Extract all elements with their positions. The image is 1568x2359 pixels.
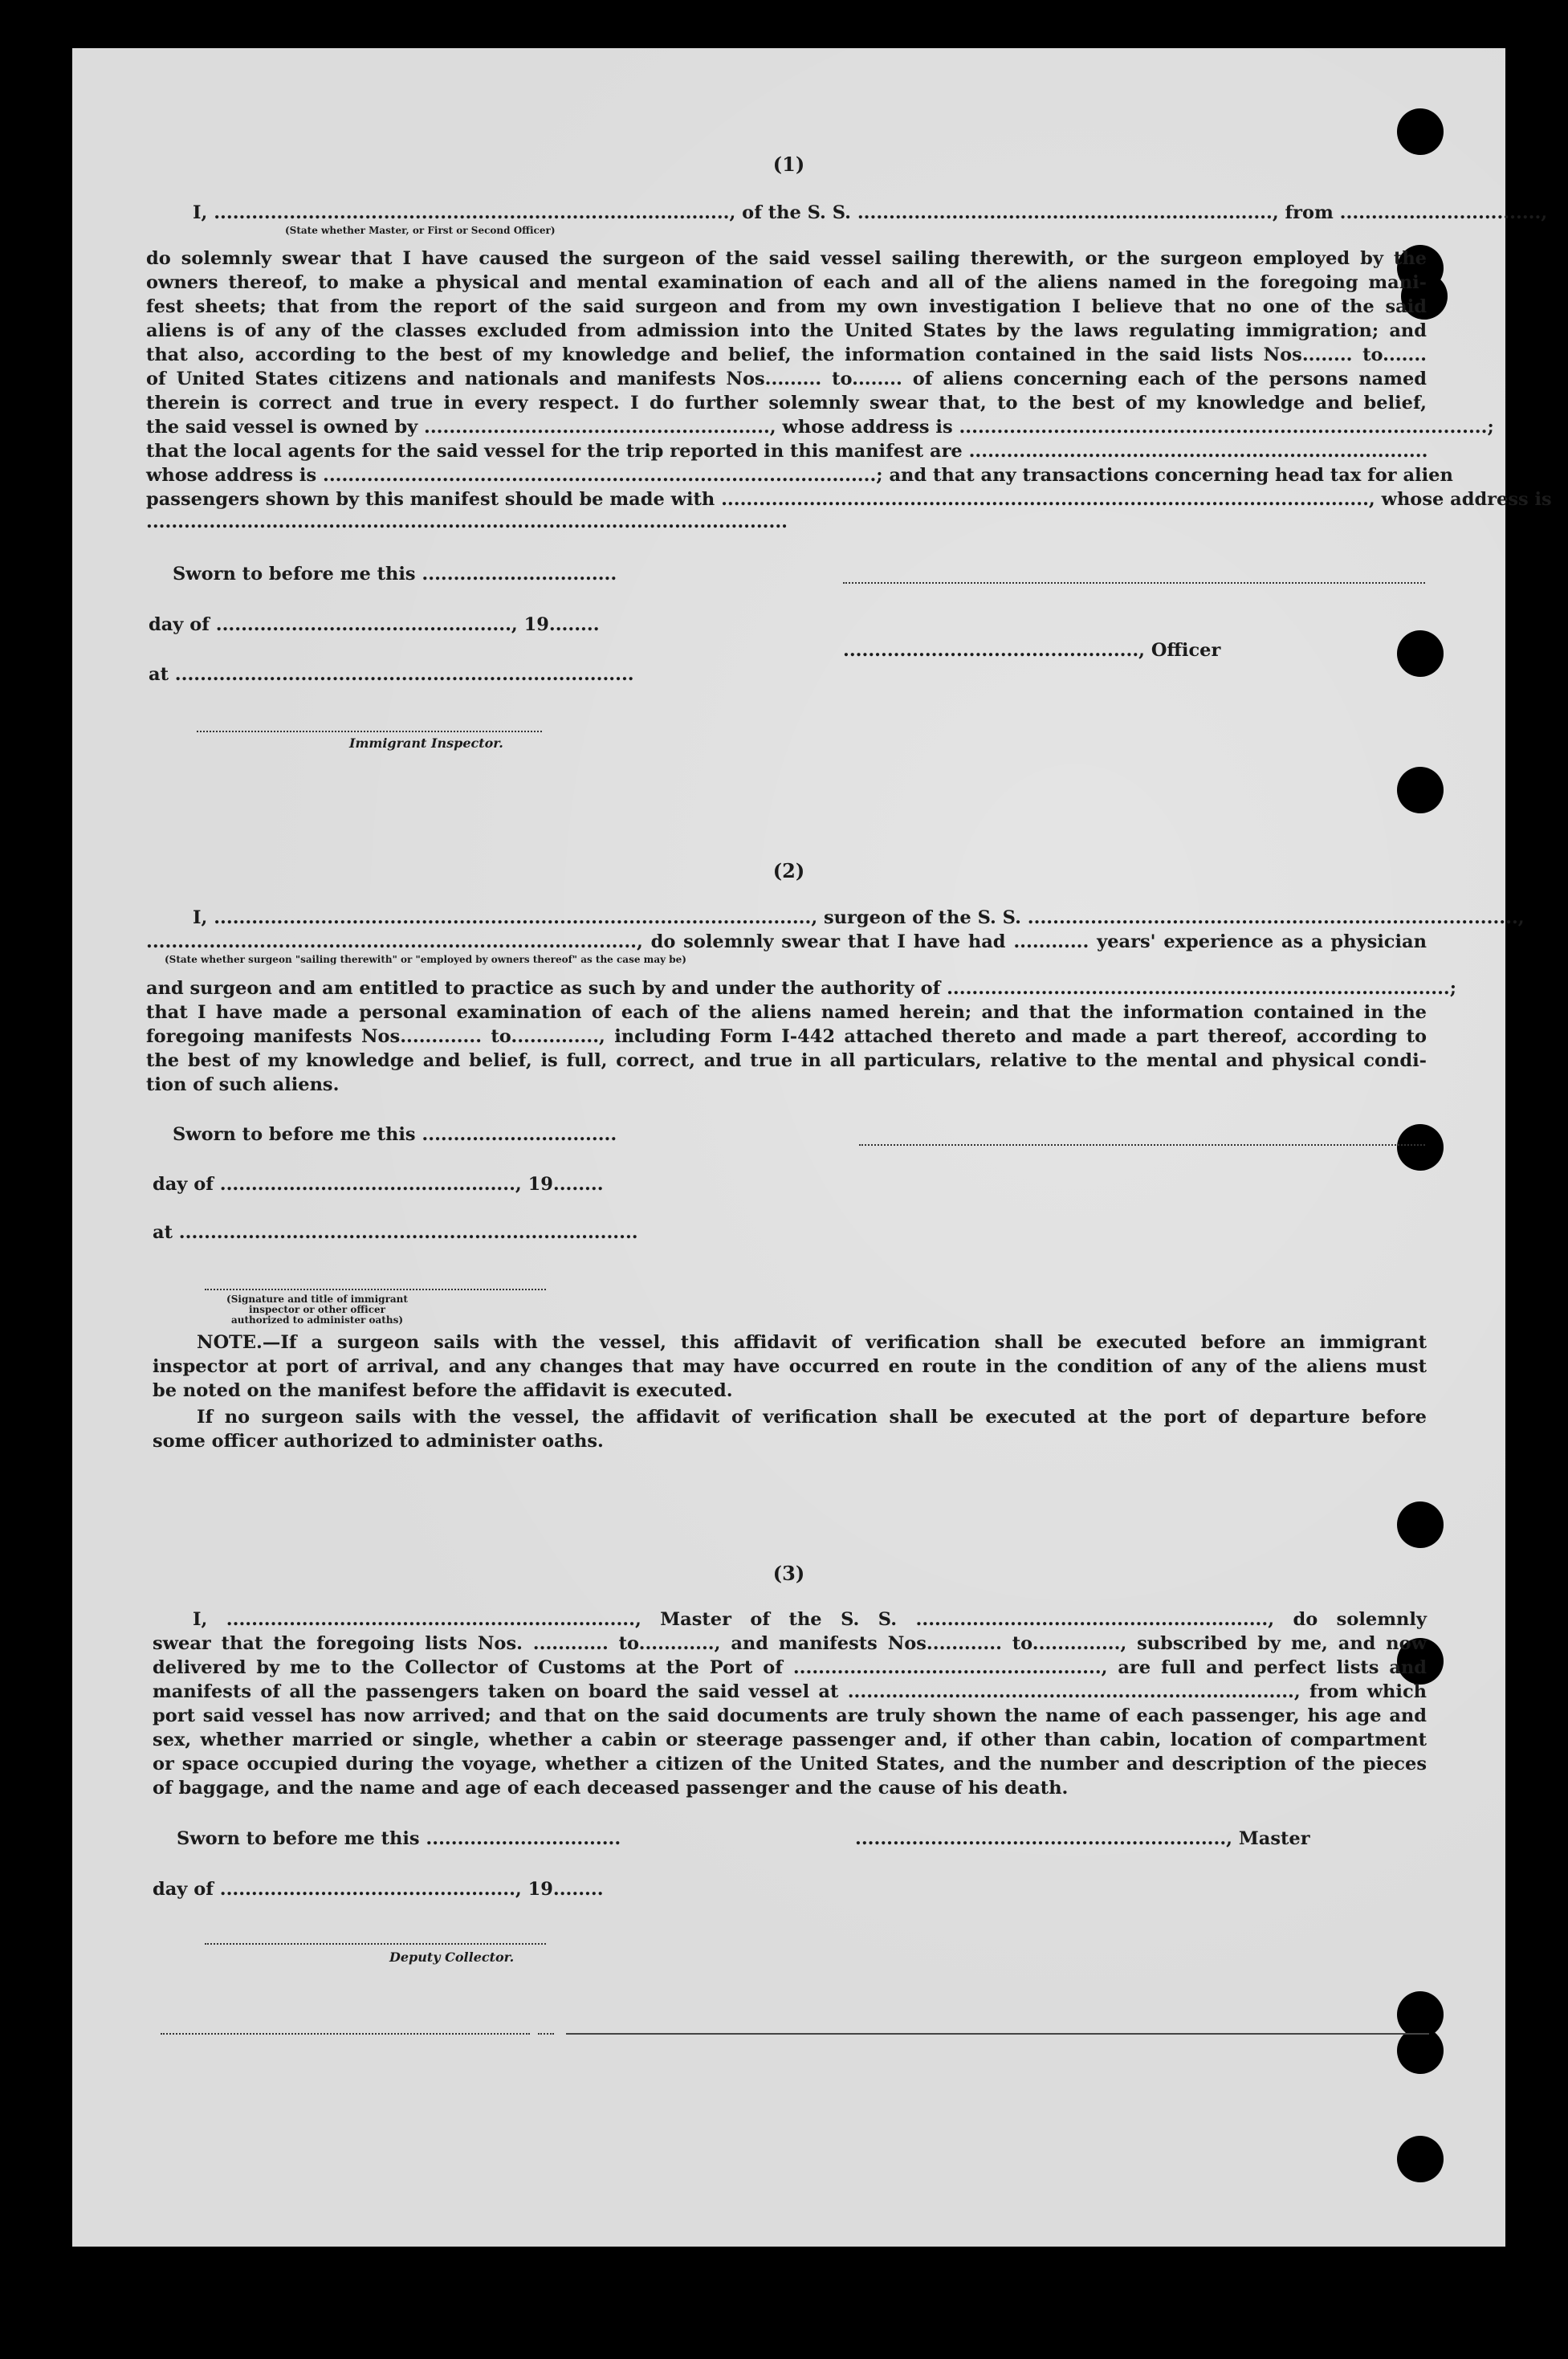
officer-signature: ..............................................., Officer — [843, 640, 1221, 661]
section-2-line: tion of such aliens. — [146, 1074, 340, 1095]
bottom-rule — [161, 2033, 530, 2035]
sworn-before-label: Sworn to before me this ............................... — [173, 564, 617, 585]
inspector-signature-line — [197, 731, 542, 732]
signature-caption: (Signature and title of immigrant inspector or other officer authorized to administer oaths) — [226, 1294, 408, 1326]
section-3-line: of baggage, and the name and age of each deceased passenger and the cause of his death. — [153, 1778, 1069, 1799]
surgeon-status-caption: (State whether surgeon "sailing therewith" or "employed by owners thereof" as the case may be) — [165, 954, 686, 965]
punch-hole — [1397, 767, 1444, 813]
at-label: at ......................................................................... — [149, 664, 634, 685]
section-2-line: I, ..............................................................................................., surgeon of the S. S. .............................................................................., — [193, 907, 1525, 928]
section-2-line: foregoing manifests Nos............. to.............., including Form I-442 attached thereto and made a part thereof, according to — [146, 1026, 1427, 1047]
section-3-number: (3) — [772, 1562, 805, 1585]
section-1-line: of United States citizens and nationals and manifests Nos......... to........ of aliens concerning each of the persons named — [146, 369, 1427, 389]
bottom-rule — [566, 2033, 1429, 2035]
section-1-line: fest sheets; that from the report of the said surgeon and from my own investigation I believe that no one of the said — [146, 296, 1427, 317]
section-1-line: that the local agents for the said vessel for the trip reported in this manifest are ......................................................................... — [146, 441, 1428, 462]
signature-line — [843, 582, 1425, 584]
section-3-line: port said vessel has now arrived; and that on the said documents are truly shown the name of each passenger, his age and — [153, 1705, 1427, 1726]
section-1-line: therein is correct and true in every respect. I do further solemnly swear that, to the best of my knowledge and belief, — [146, 393, 1427, 414]
deputy-collector-label: Deputy Collector. — [389, 1950, 515, 1965]
section-1-line: that also, according to the best of my knowledge and belief, the information contained in the said lists Nos........ to....... — [146, 344, 1427, 365]
collector-signature-line — [205, 1943, 546, 1945]
section-2-line: the best of my knowledge and belief, is full, correct, and true in all particulars, relative to the mental and physical condi- — [146, 1050, 1427, 1071]
punch-hole — [1397, 2136, 1444, 2182]
section-1-number: (1) — [772, 153, 805, 176]
section-2-number: (2) — [772, 859, 805, 882]
inspector-signature-line — [205, 1289, 546, 1290]
section-2-line: and surgeon and am entitled to practice as such by and under the authority of ................................................................................; — [146, 978, 1457, 999]
note-line: If no surgeon sails with the vessel, the affidavit of verification shall be executed at the port of departure before — [197, 1407, 1427, 1428]
day-of-label: day of ..............................................., 19........ — [153, 1879, 604, 1900]
bottom-rule — [538, 2033, 554, 2035]
sworn-before-label: Sworn to before me this ............................... — [177, 1828, 621, 1849]
section-1-line: aliens is of any of the classes excluded from admission into the United States by the laws regulating immigration; and — [146, 320, 1427, 341]
section-1-line: whose address is ........................................................................................; and that any transactions concerning head tax for alien — [146, 465, 1453, 486]
immigrant-inspector-label: Immigrant Inspector. — [349, 735, 503, 751]
punch-hole — [1397, 1124, 1444, 1171]
section-2-line: .............................................................................., do solemnly swear that I have had ............ years' experience as a physician — [146, 931, 1427, 952]
day-of-label: day of ..............................................., 19........ — [149, 614, 600, 635]
punch-hole — [1397, 108, 1444, 155]
section-1-line: the said vessel is owned by ......................................................., whose address is ....................................................................................; — [146, 417, 1494, 438]
section-3-line: I, ................................................................., Master of the S. S. ........................................................, do solemnly — [193, 1609, 1427, 1630]
section-1-trailing-line: ...................................................................................................... — [146, 511, 788, 532]
manifest-form-page — [72, 48, 1552, 2247]
punch-hole — [1397, 1501, 1444, 1548]
note-line: some officer authorized to administer oaths. — [153, 1431, 604, 1452]
section-1-line: do solemnly swear that I have caused the surgeon of the said vessel sailing therewith, or the surgeon employed by the — [146, 248, 1427, 269]
section-3-line: swear that the foregoing lists Nos. ............ to............, and manifests Nos............ to.............., subscribed by me, and now — [153, 1633, 1427, 1654]
section-3-line: delivered by me to the Collector of Customs at the Port of ................................................., are full and perfect lists and — [153, 1657, 1427, 1678]
signature-line — [859, 1144, 1425, 1146]
day-of-label: day of ..............................................., 19........ — [153, 1174, 604, 1195]
punch-hole — [1397, 630, 1444, 677]
section-1-line: I, .................................................................................., of the S. S. .................................................................., from ................................, — [193, 202, 1548, 223]
section-1-line: owners thereof, to make a physical and mental examination of each and all of the aliens named in the foregoing mani- — [146, 272, 1427, 293]
section-2-line: that I have made a personal examination of each of the aliens named herein; and that the information contained in the — [146, 1002, 1427, 1023]
section-3-line: or space occupied during the voyage, whether a citizen of the United States, and the number and description of the pieces — [153, 1754, 1427, 1774]
officer-rank-caption: (State whether Master, or First or Second Officer) — [285, 225, 556, 236]
section-3-line: manifests of all the passengers taken on board the said vessel at ......................................................................., from which — [153, 1681, 1427, 1702]
sworn-before-label: Sworn to before me this ............................... — [173, 1124, 617, 1145]
note-line: NOTE.—If a surgeon sails with the vessel, this affidavit of verification shall be executed before an immigrant — [197, 1332, 1427, 1353]
section-3-line: sex, whether married or single, whether a cabin or steerage passenger and, if other than cabin, location of compartment — [153, 1730, 1427, 1750]
at-label: at ......................................................................... — [153, 1222, 638, 1243]
section-1-line: passengers shown by this manifest should be made with ......................................................................................................., whose address is — [146, 489, 1552, 510]
note-line: be noted on the manifest before the affidavit is executed. — [153, 1380, 733, 1401]
note-line: inspector at port of arrival, and any changes that may have occurred en route in the condition of any of the aliens must — [153, 1356, 1427, 1377]
master-signature: ..........................................................., Master — [855, 1828, 1310, 1849]
